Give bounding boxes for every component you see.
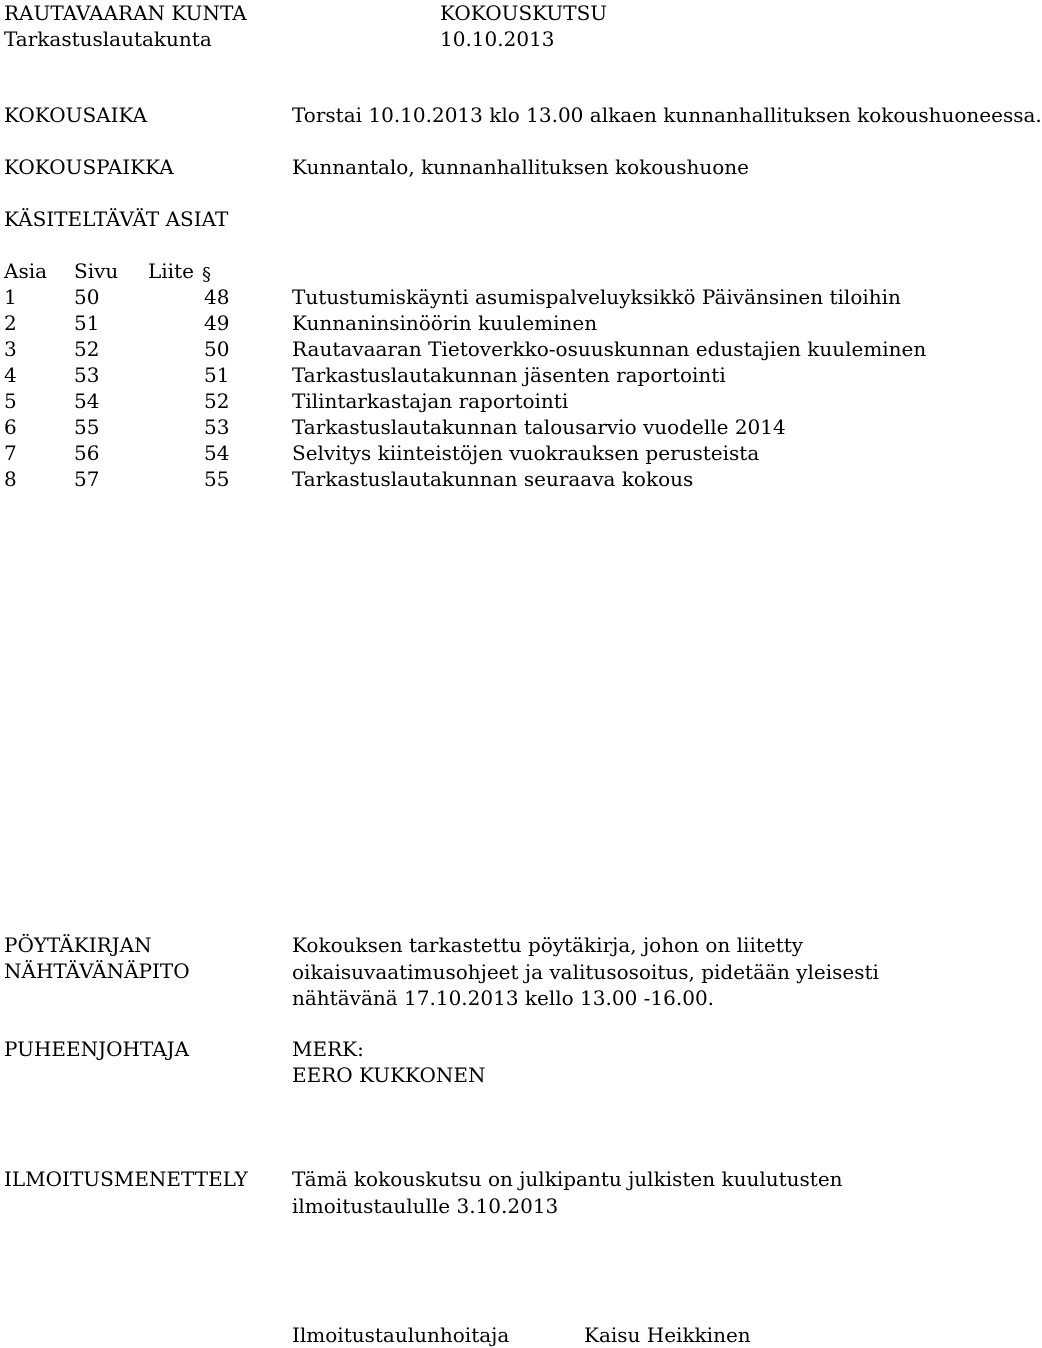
agenda-liite: 50 [204,337,230,361]
agenda-title: Tilintarkastajan raportointi [292,389,569,413]
agenda-header-row [0,258,960,284]
agenda-row [0,284,960,310]
agenda-sivu: 54 [74,389,100,413]
agenda-title: Tutustumiskäynti asumispalveluyksikkö Päivänsinen tiloihin [292,285,901,309]
section-sign: § [202,264,211,285]
chair-signed-mark: MERK: [292,1037,364,1061]
agenda-asia: 2 [4,311,17,335]
agenda-row [0,388,960,414]
agenda-row [0,310,960,336]
municipality-name: RAUTAVAARAN KUNTA [4,1,247,25]
agenda-liite: 55 [204,467,230,491]
document-type: KOKOUSKUTSU [440,1,608,25]
notice-board-keeper-name: Kaisu Heikkinen [584,1323,751,1347]
chair-label: PUHEENJOHTAJA [4,1037,190,1061]
notice-board-keeper-role: Ilmoitustaulunhoitaja [292,1323,510,1347]
agenda-title: Tarkastuslautakunnan seuraava kokous [292,467,694,491]
agenda-title: Selvitys kiinteistöjen vuokrauksen perusteista [292,441,760,465]
agenda-row [0,362,960,388]
agenda-sivu: 51 [74,311,100,335]
notice-label: ILMOITUSMENETTELY [4,1167,248,1191]
agenda-title: Rautavaaran Tietoverkko-osuuskunnan edustajien kuuleminen [292,337,927,361]
agenda-sivu: 55 [74,415,100,439]
agenda-liite: 53 [204,415,230,439]
agenda-sivu: 52 [74,337,100,361]
meeting-place-label: KOKOUSPAIKKA [4,155,174,179]
meeting-time-value: Torstai 10.10.2013 klo 13.00 alkaen kunnanhallituksen kokoushuoneessa. [292,103,1042,127]
minutes-label-line2: NÄHTÄVÄNÄPITO [4,959,190,983]
agenda-row [0,440,960,466]
agenda-sivu: 50 [74,285,100,309]
column-header-sivu: Sivu [74,259,119,283]
meeting-time-label: KOKOUSAIKA [4,103,148,127]
agenda-asia: 1 [4,285,17,309]
agenda-sivu: 57 [74,467,100,491]
agenda-row [0,466,960,492]
column-header-asia: Asia [4,259,48,283]
agenda-liite: 54 [204,441,230,465]
agenda-asia: 8 [4,467,17,491]
agenda-title: Tarkastuslautakunnan talousarvio vuodelle 2014 [292,415,786,439]
agenda-asia: 4 [4,363,17,387]
agenda-title: Kunnaninsinöörin kuuleminen [292,311,598,335]
agenda-liite: 49 [204,311,230,335]
meeting-place-value: Kunnantalo, kunnanhallituksen kokoushuone [292,155,749,179]
agenda-asia: 7 [4,441,17,465]
agenda-title: Tarkastuslautakunnan jäsenten raportointi [292,363,726,387]
agenda-liite: 51 [204,363,230,387]
minutes-text: Kokouksen tarkastettu pöytäkirja, johon on liitetty oikaisuvaatimusohjeet ja valitusosoitus, pidetään yleisesti nähtävänä 17.10.2013 kello 13.00 -16.00. [292,933,879,1010]
board-name: Tarkastuslautakunta [4,27,212,51]
agenda-sivu: 53 [74,363,100,387]
document-date: 10.10.2013 [440,27,555,51]
agenda-heading: KÄSITELTÄVÄT ASIAT [4,207,229,231]
agenda-liite: 52 [204,389,230,413]
agenda-row [0,336,960,362]
agenda-asia: 3 [4,337,17,361]
agenda-sivu: 56 [74,441,100,465]
agenda-asia: 6 [4,415,17,439]
agenda-row [0,414,960,440]
column-header-liite: Liite [148,259,194,283]
notice-text: Tämä kokouskutsu on julkipantu julkisten kuulutusten ilmoitustaululle 3.10.2013 [292,1167,843,1218]
agenda-liite: 48 [204,285,230,309]
agenda-asia: 5 [4,389,17,413]
chair-name: EERO KUKKONEN [292,1063,486,1087]
minutes-label-line1: PÖYTÄKIRJAN [4,933,152,957]
